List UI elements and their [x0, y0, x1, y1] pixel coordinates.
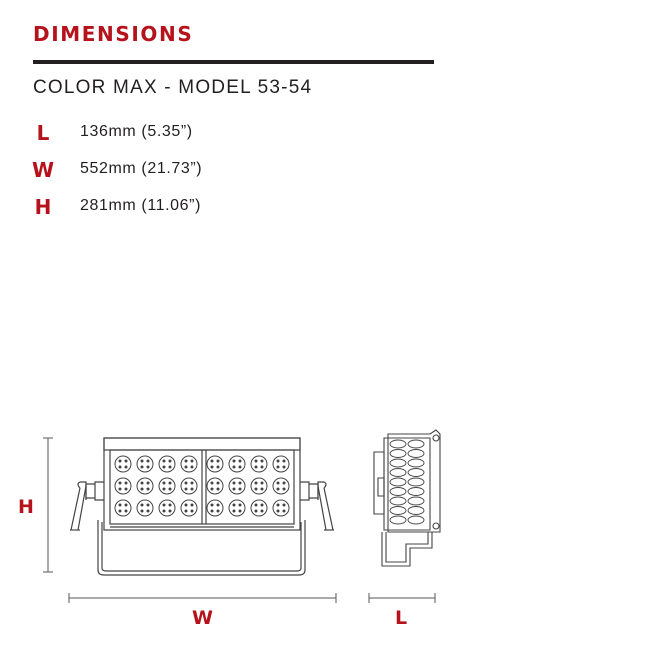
led-dot	[185, 460, 187, 462]
led-dot	[125, 466, 127, 468]
led-lens	[229, 500, 245, 516]
led-dot	[277, 466, 279, 468]
led-dot	[191, 460, 193, 462]
width-dimension-line	[69, 593, 336, 603]
led-dot	[147, 510, 149, 512]
dimension-letter: H	[34, 195, 52, 219]
fin-left	[390, 516, 406, 524]
led-dot	[217, 482, 219, 484]
fin-left	[390, 450, 406, 458]
led-dot	[239, 482, 241, 484]
led-lens	[181, 500, 197, 516]
height-label: H	[18, 496, 34, 518]
led-dot	[147, 482, 149, 484]
led-dot	[169, 504, 171, 506]
length-dimension-line	[369, 593, 435, 603]
dimension-value: 552mm (21.73”)	[80, 160, 203, 177]
led-dot	[163, 510, 165, 512]
led-dot	[185, 488, 187, 490]
fin-left	[390, 497, 406, 505]
led-dot	[185, 482, 187, 484]
led-dot	[255, 488, 257, 490]
led-dot	[217, 466, 219, 468]
led-dot	[255, 466, 257, 468]
led-dot	[233, 482, 235, 484]
led-dot	[119, 460, 121, 462]
led-dot	[217, 510, 219, 512]
led-lens	[181, 456, 197, 472]
led-dot	[277, 482, 279, 484]
led-lens	[251, 478, 267, 494]
led-dot	[147, 488, 149, 490]
led-dot	[261, 482, 263, 484]
fin-right	[408, 459, 424, 467]
led-dot	[239, 466, 241, 468]
fin-right	[408, 450, 424, 458]
led-dot	[233, 460, 235, 462]
side-view	[374, 430, 440, 566]
fin-left	[390, 478, 406, 486]
led-dot	[191, 482, 193, 484]
fin-left	[390, 459, 406, 467]
fin-right	[408, 497, 424, 505]
led-dot	[169, 510, 171, 512]
led-lens	[229, 456, 245, 472]
led-lens	[115, 500, 131, 516]
led-dot	[255, 460, 257, 462]
led-dot	[239, 488, 241, 490]
led-dot	[185, 466, 187, 468]
led-dot	[277, 504, 279, 506]
led-dot	[141, 466, 143, 468]
led-dot	[119, 510, 121, 512]
led-dot	[163, 504, 165, 506]
model-name: COLOR MAX - MODEL 53-54	[33, 77, 313, 98]
led-dot	[119, 488, 121, 490]
led-lens	[273, 478, 289, 494]
led-dot	[185, 504, 187, 506]
led-dot	[233, 504, 235, 506]
led-dot	[163, 460, 165, 462]
led-dot	[283, 466, 285, 468]
front-view	[70, 438, 334, 575]
led-dot	[125, 460, 127, 462]
led-lens	[207, 500, 223, 516]
led-dot	[191, 510, 193, 512]
led-dot	[211, 482, 213, 484]
led-lens	[159, 500, 175, 516]
led-dot	[141, 488, 143, 490]
led-lens	[207, 456, 223, 472]
led-dot	[277, 460, 279, 462]
led-lens	[159, 456, 175, 472]
led-dot	[169, 482, 171, 484]
led-lens	[137, 478, 153, 494]
led-dot	[169, 466, 171, 468]
led-dot	[211, 460, 213, 462]
led-lens	[137, 456, 153, 472]
led-dot	[211, 466, 213, 468]
led-dot	[141, 510, 143, 512]
led-dot	[283, 460, 285, 462]
fin-right	[408, 488, 424, 496]
led-dot	[163, 466, 165, 468]
led-lens	[229, 478, 245, 494]
led-dot	[191, 488, 193, 490]
led-dot	[125, 510, 127, 512]
led-dot	[217, 504, 219, 506]
length-label: L	[395, 607, 408, 629]
led-dot	[119, 466, 121, 468]
led-dot	[261, 510, 263, 512]
led-lens	[137, 500, 153, 516]
led-dot	[239, 460, 241, 462]
led-dot	[233, 466, 235, 468]
led-dot	[191, 466, 193, 468]
led-dot	[261, 488, 263, 490]
led-lens	[273, 456, 289, 472]
led-dot	[261, 504, 263, 506]
led-dot	[261, 460, 263, 462]
fin-left	[390, 440, 406, 448]
fin-right	[408, 440, 424, 448]
led-lens	[251, 500, 267, 516]
led-dot	[185, 510, 187, 512]
led-dot	[217, 488, 219, 490]
dimension-letter: W	[31, 158, 55, 182]
fin-right	[408, 478, 424, 486]
led-lens	[181, 478, 197, 494]
led-dot	[147, 504, 149, 506]
led-dot	[233, 488, 235, 490]
led-dot	[255, 482, 257, 484]
fin-left	[390, 488, 406, 496]
led-dot	[239, 510, 241, 512]
led-dot	[255, 510, 257, 512]
fin-left	[390, 469, 406, 477]
led-dot	[239, 504, 241, 506]
led-dot	[283, 482, 285, 484]
led-dot	[141, 482, 143, 484]
height-dimension-line	[43, 438, 53, 572]
led-dot	[277, 488, 279, 490]
led-lens	[115, 478, 131, 494]
led-dot	[125, 482, 127, 484]
led-dot	[255, 504, 257, 506]
led-dot	[125, 488, 127, 490]
led-dot	[169, 488, 171, 490]
led-dot	[163, 482, 165, 484]
fin-right	[408, 516, 424, 524]
led-lens	[207, 478, 223, 494]
led-lens	[251, 456, 267, 472]
led-dot	[191, 504, 193, 506]
dimension-value: 281mm (11.06”)	[80, 197, 202, 214]
led-dot	[169, 460, 171, 462]
fin-right	[408, 469, 424, 477]
led-dot	[283, 488, 285, 490]
led-dot	[141, 460, 143, 462]
led-lens	[273, 500, 289, 516]
led-dot	[119, 482, 121, 484]
led-dot	[211, 488, 213, 490]
led-lens	[159, 478, 175, 494]
dimension-letter: L	[36, 121, 50, 145]
led-dot	[233, 510, 235, 512]
fin-right	[408, 507, 424, 515]
dimension-value: 136mm (5.35”)	[80, 123, 193, 140]
section-heading: DIMENSIONS	[33, 22, 194, 46]
led-dot	[211, 504, 213, 506]
heatsink-fins	[390, 440, 424, 524]
led-dot	[163, 488, 165, 490]
led-dot	[283, 504, 285, 506]
width-label: W	[192, 607, 213, 629]
led-dot	[147, 466, 149, 468]
led-dot	[147, 460, 149, 462]
led-dot	[119, 504, 121, 506]
led-dot	[217, 460, 219, 462]
fin-left	[390, 507, 406, 515]
led-dot	[283, 510, 285, 512]
led-dot	[141, 504, 143, 506]
led-dot	[125, 504, 127, 506]
led-dot	[211, 510, 213, 512]
led-dot	[277, 510, 279, 512]
led-dot	[261, 466, 263, 468]
led-lens	[115, 456, 131, 472]
